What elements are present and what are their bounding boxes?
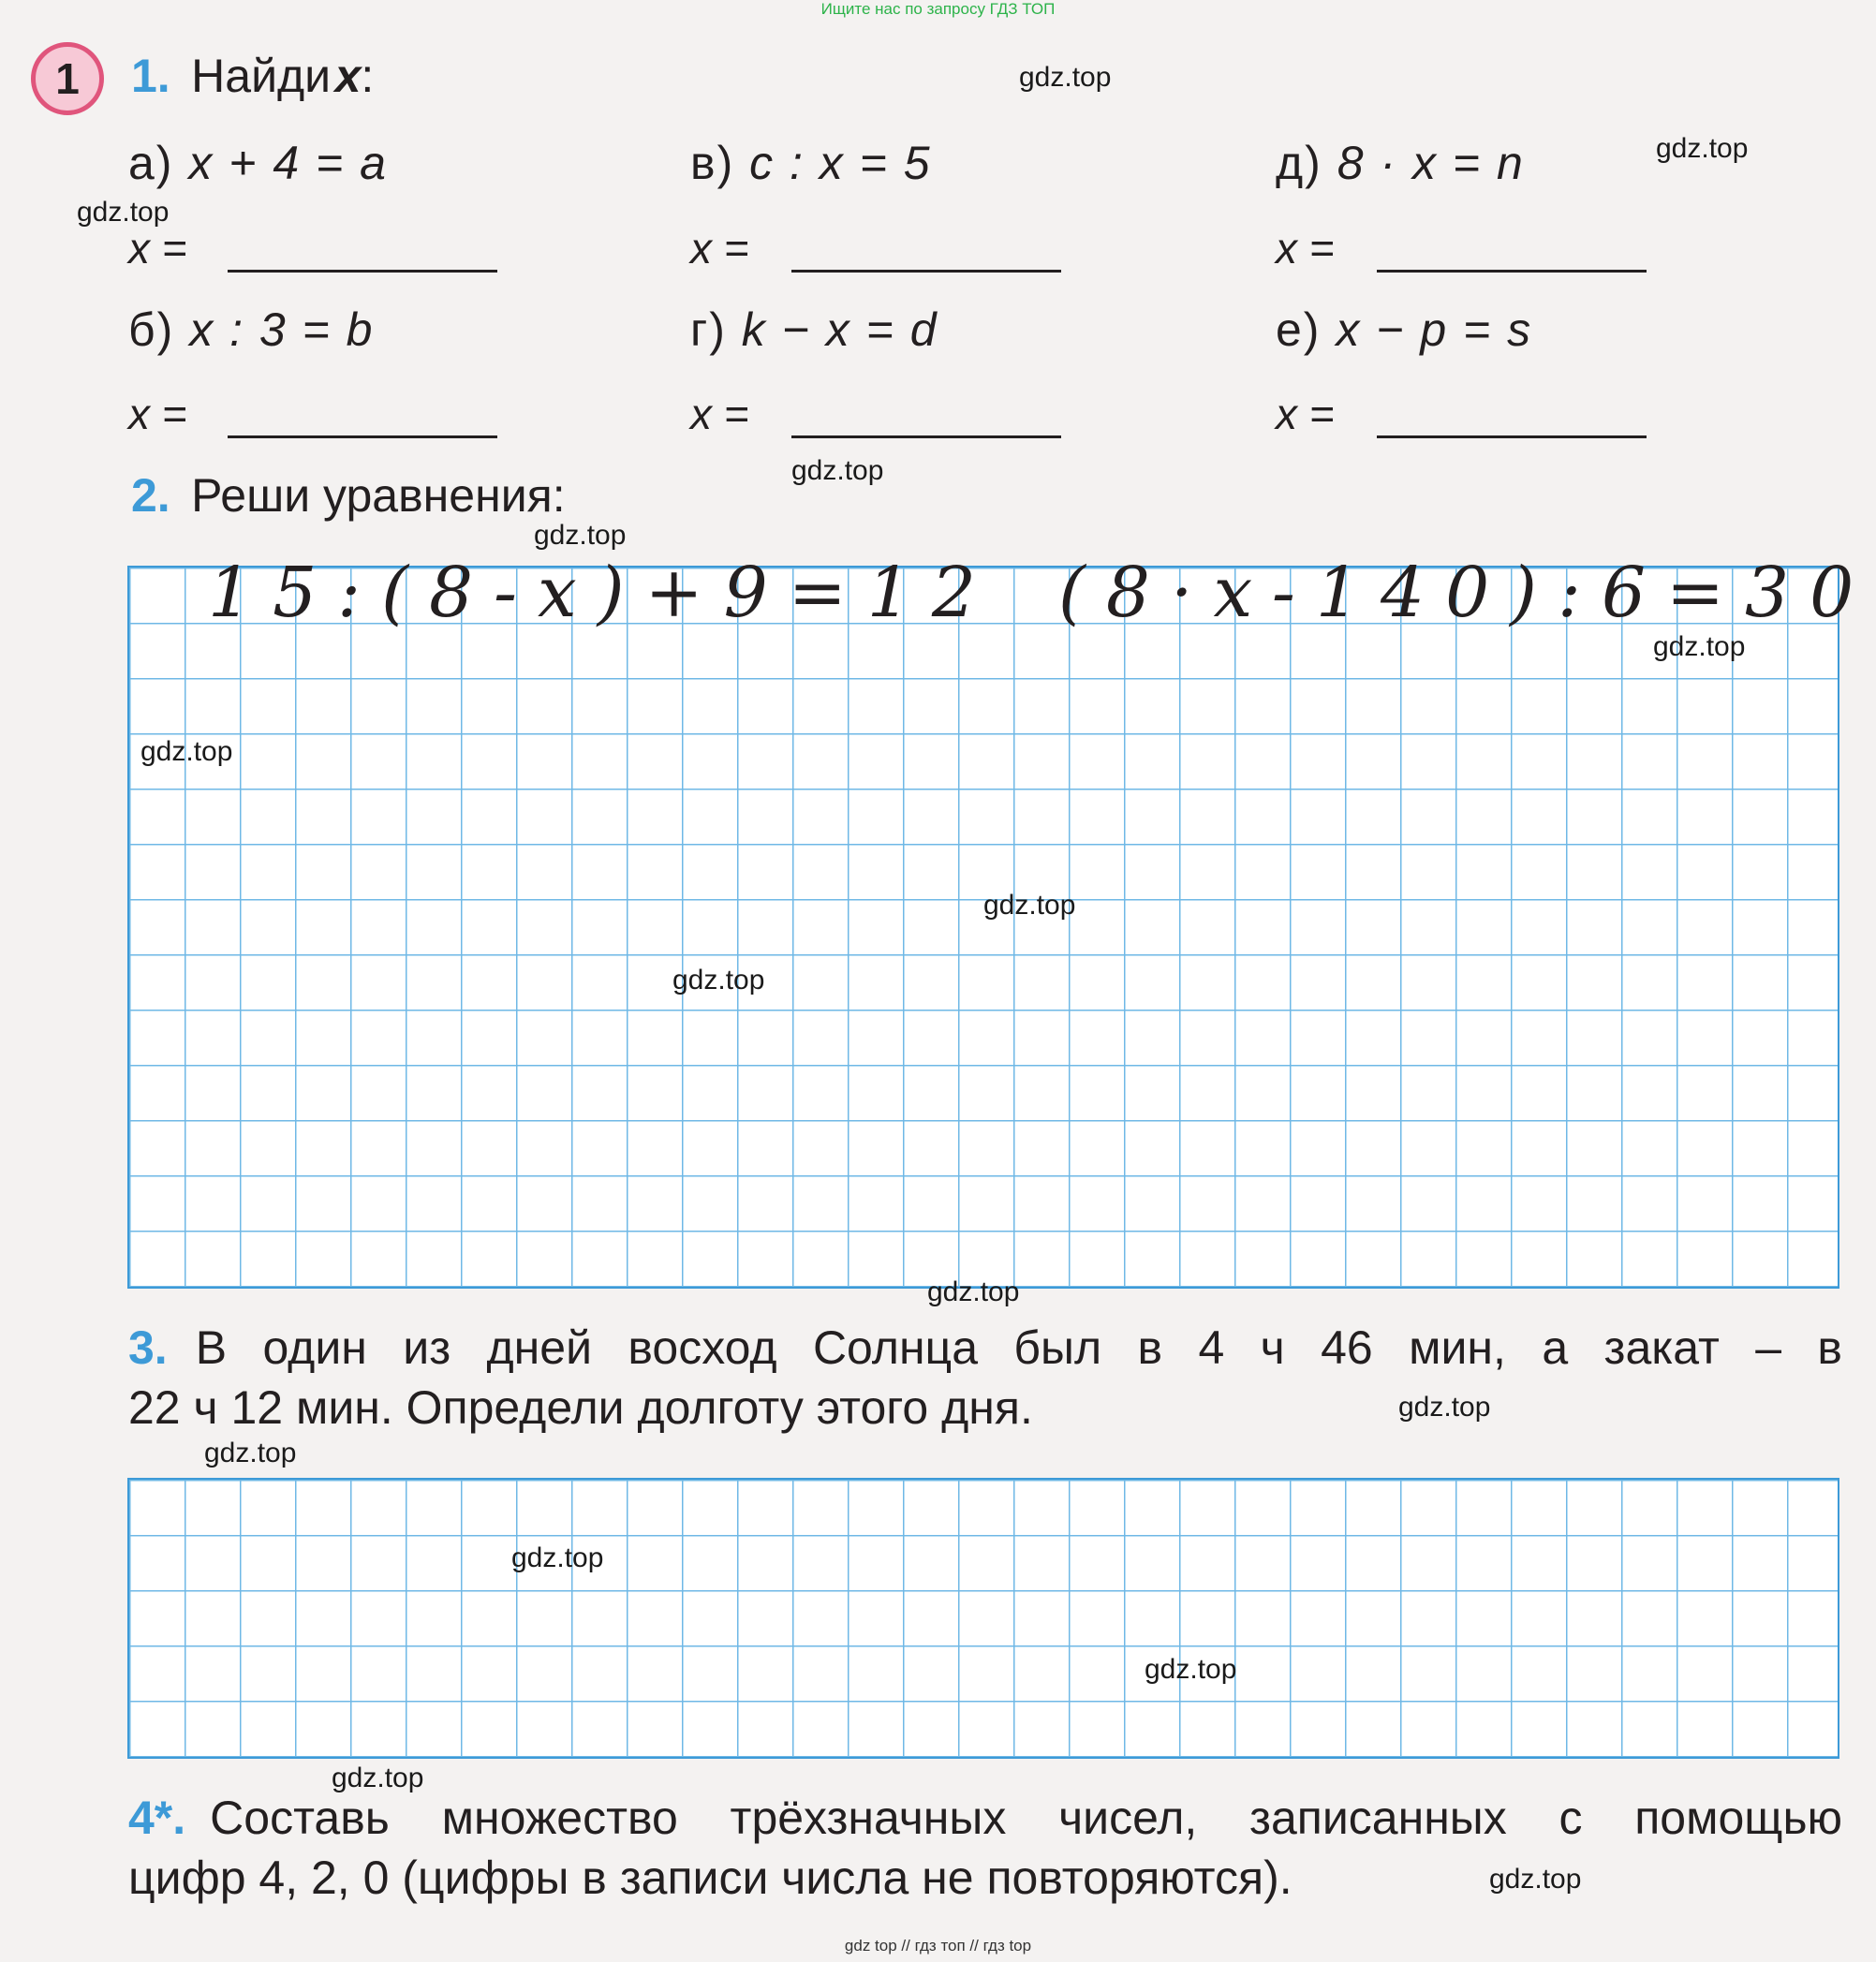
task3-number: 3.: [128, 1321, 168, 1374]
watermark: gdz.top: [332, 1763, 424, 1793]
task1-heading: [131, 49, 374, 103]
watermark: gdz.top: [1019, 62, 1112, 93]
item-equation: x − p = s: [1336, 303, 1533, 356]
answer-blank-v[interactable]: [791, 270, 1061, 273]
answer-label-g: x =: [690, 390, 749, 438]
watermark: gdz.top: [534, 520, 627, 551]
task1-item-b: [128, 302, 374, 357]
answer-blank-e[interactable]: [1377, 435, 1647, 438]
watermark: gdz.top: [927, 1276, 1020, 1307]
watermark: gdz.top: [1489, 1864, 1582, 1895]
task2-equation-2: (8·x-140):6=30: [1058, 553, 1875, 633]
item-label: д): [1276, 137, 1322, 189]
task2-heading: [131, 468, 566, 523]
task1-item-d: [1276, 136, 1525, 190]
watermark: gdz.top: [791, 455, 884, 486]
item-label: в): [690, 137, 735, 189]
footer-note: gdz top // гдз топ // гдз top: [844, 1937, 1032, 1955]
answer-blank-b[interactable]: [228, 435, 497, 438]
answer-blank-d[interactable]: [1377, 270, 1647, 273]
task2-equation-1: 15:(8-x)+9=12: [208, 553, 997, 633]
task3-line-1: В один из дней восход Солнца был в 4 ч 46 мин, а закат – в: [195, 1321, 1842, 1374]
watermark: gdz.top: [1653, 631, 1746, 662]
item-label: е): [1276, 303, 1322, 356]
task3-line-2: 22 ч 12 мин. Определи долготу этого дня.: [128, 1381, 1033, 1434]
task1-item-v: [690, 136, 932, 190]
task3-line-1-row: [128, 1320, 1842, 1375]
task3-answer-grid[interactable]: [127, 1478, 1839, 1759]
task1-item-a: [128, 136, 388, 190]
header-note: Ищите нас по запросу ГДЗ ТОП: [820, 0, 1056, 18]
task1-number: 1.: [131, 50, 170, 102]
watermark: gdz.top: [983, 890, 1076, 921]
task4-text: [128, 1791, 1842, 1905]
answer-label-a: x =: [128, 224, 187, 273]
task1-item-g: [690, 302, 938, 357]
task2-answer-grid[interactable]: [127, 566, 1839, 1289]
task1-variable: x: [334, 50, 362, 102]
task4-line-1: Составь множество трёхзначных чисел, записанных с помощью: [210, 1792, 1842, 1844]
watermark: gdz.top: [77, 197, 170, 228]
watermark: gdz.top: [140, 736, 233, 767]
watermark: gdz.top: [1145, 1654, 1237, 1685]
item-equation: k − x = d: [741, 303, 938, 356]
task4-number: 4*.: [128, 1792, 186, 1844]
answer-label-b: x =: [128, 390, 187, 438]
answer-blank-g[interactable]: [791, 435, 1061, 438]
task1-colon: :: [361, 50, 375, 102]
task4-line-1-row: [128, 1791, 1842, 1845]
task2-title: Реши уравнения:: [191, 469, 566, 522]
answer-blank-a[interactable]: [228, 270, 497, 273]
answer-label-d: x =: [1276, 224, 1335, 273]
answer-label-v: x =: [690, 224, 749, 273]
task2-number: 2.: [131, 469, 170, 522]
watermark: gdz.top: [1398, 1392, 1491, 1423]
item-label: а): [128, 137, 174, 189]
item-label: б): [128, 303, 175, 356]
watermark: gdz.top: [672, 965, 765, 996]
watermark: gdz.top: [511, 1542, 604, 1573]
item-equation: x + 4 = a: [188, 137, 388, 189]
item-equation: x : 3 = b: [189, 303, 375, 356]
task1-title: Найди: [191, 50, 332, 102]
item-equation: 8 · x = n: [1337, 137, 1525, 189]
answer-label-e: x =: [1276, 390, 1335, 438]
lesson-number: 1: [55, 54, 80, 103]
item-label: г): [690, 303, 727, 356]
watermark: gdz.top: [1656, 133, 1749, 164]
item-equation: c : x = 5: [749, 137, 932, 189]
task3-text: [128, 1320, 1842, 1435]
task1-item-e: [1276, 302, 1532, 357]
task4-line-2: цифр 4, 2, 0 (цифры в записи числа не повторяются).: [128, 1851, 1293, 1904]
lesson-number-badge: [31, 42, 104, 115]
watermark: gdz.top: [204, 1438, 297, 1468]
